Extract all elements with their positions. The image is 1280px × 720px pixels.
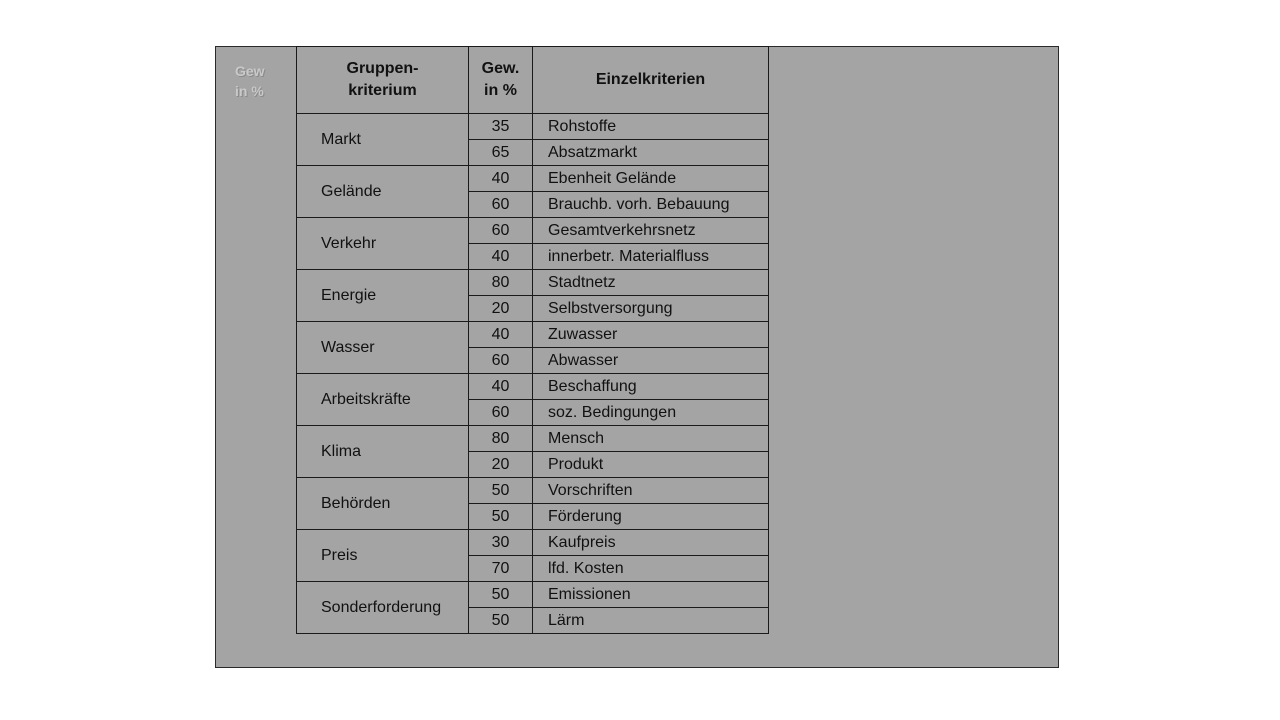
group-criterion-cell: Preis — [297, 530, 469, 582]
single-criterion-cell: Zuwasser — [533, 322, 769, 348]
criteria-table-body — [297, 114, 769, 634]
group-criterion-cell: Markt — [297, 114, 469, 166]
weight-cell: 35 — [469, 114, 533, 140]
group-criterion-cell: Sonderforderung — [297, 582, 469, 634]
weight-cell: 50 — [469, 504, 533, 530]
group-criterion-header-line2: kriterium — [348, 82, 417, 99]
weight-cell: 60 — [469, 348, 533, 374]
table-row — [297, 114, 769, 140]
weight-cell: 50 — [469, 478, 533, 504]
weight-cell: 50 — [469, 582, 533, 608]
weight-cell: 70 — [469, 556, 533, 582]
group-criterion-header-line1: Gruppen- — [346, 60, 419, 77]
group-criterion-cell: Arbeitskräfte — [297, 374, 469, 426]
weight-cell: 50 — [469, 608, 533, 634]
slide-frame — [215, 46, 1059, 668]
single-criteria-header: Einzelkriterien — [533, 47, 769, 114]
weight-cell: 20 — [469, 452, 533, 478]
group-criterion-cell: Verkehr — [297, 218, 469, 270]
group-criterion-cell: Klima — [297, 426, 469, 478]
single-criterion-cell: Kaufpreis — [533, 530, 769, 556]
single-criterion-cell: Vorschriften — [533, 478, 769, 504]
table-row — [297, 322, 769, 348]
group-criterion-header — [297, 47, 469, 114]
weight-header — [469, 47, 533, 114]
table-row — [297, 478, 769, 504]
weight-cell: 40 — [469, 322, 533, 348]
weight-cell: 40 — [469, 244, 533, 270]
group-criterion-cell: Behörden — [297, 478, 469, 530]
weight-cell: 60 — [469, 192, 533, 218]
single-criterion-cell: Brauchb. vorh. Bebauung — [533, 192, 769, 218]
weight-cell: 60 — [469, 218, 533, 244]
table-row — [297, 374, 769, 400]
table-row — [297, 426, 769, 452]
single-criterion-cell: Emissionen — [533, 582, 769, 608]
faded-weight-header-line1: Gew — [235, 63, 265, 79]
weight-cell: 30 — [469, 530, 533, 556]
single-criterion-cell: Gesamtverkehrsnetz — [533, 218, 769, 244]
table-row — [297, 166, 769, 192]
weight-cell: 80 — [469, 270, 533, 296]
single-criterion-cell: soz. Bedingungen — [533, 400, 769, 426]
table-row — [297, 530, 769, 556]
weight-cell: 60 — [469, 400, 533, 426]
single-criterion-cell: Ebenheit Gelände — [533, 166, 769, 192]
single-criterion-cell: Abwasser — [533, 348, 769, 374]
table-header-row — [297, 47, 769, 114]
faded-weight-header — [235, 61, 285, 101]
single-criterion-cell: Beschaffung — [533, 374, 769, 400]
group-criterion-cell: Energie — [297, 270, 469, 322]
single-criterion-cell: Lärm — [533, 608, 769, 634]
weight-header-line2: in % — [484, 82, 517, 99]
weight-cell: 20 — [469, 296, 533, 322]
single-criterion-cell: lfd. Kosten — [533, 556, 769, 582]
single-criterion-cell: Selbstversorgung — [533, 296, 769, 322]
single-criterion-cell: Rohstoffe — [533, 114, 769, 140]
faded-weight-header-line2: in % — [235, 83, 264, 99]
single-criterion-cell: Förderung — [533, 504, 769, 530]
single-criterion-cell: Absatzmarkt — [533, 140, 769, 166]
single-criterion-cell: Produkt — [533, 452, 769, 478]
table-row — [297, 270, 769, 296]
single-criterion-cell: Stadtnetz — [533, 270, 769, 296]
group-criterion-cell: Gelände — [297, 166, 469, 218]
single-criterion-cell: Mensch — [533, 426, 769, 452]
weight-header-line1: Gew. — [481, 60, 520, 77]
group-criterion-cell: Wasser — [297, 322, 469, 374]
criteria-table — [296, 46, 769, 634]
table-row — [297, 218, 769, 244]
weight-cell: 65 — [469, 140, 533, 166]
table-row — [297, 582, 769, 608]
weight-cell: 80 — [469, 426, 533, 452]
weight-cell: 40 — [469, 374, 533, 400]
single-criterion-cell: innerbetr. Materialfluss — [533, 244, 769, 270]
weight-cell: 40 — [469, 166, 533, 192]
